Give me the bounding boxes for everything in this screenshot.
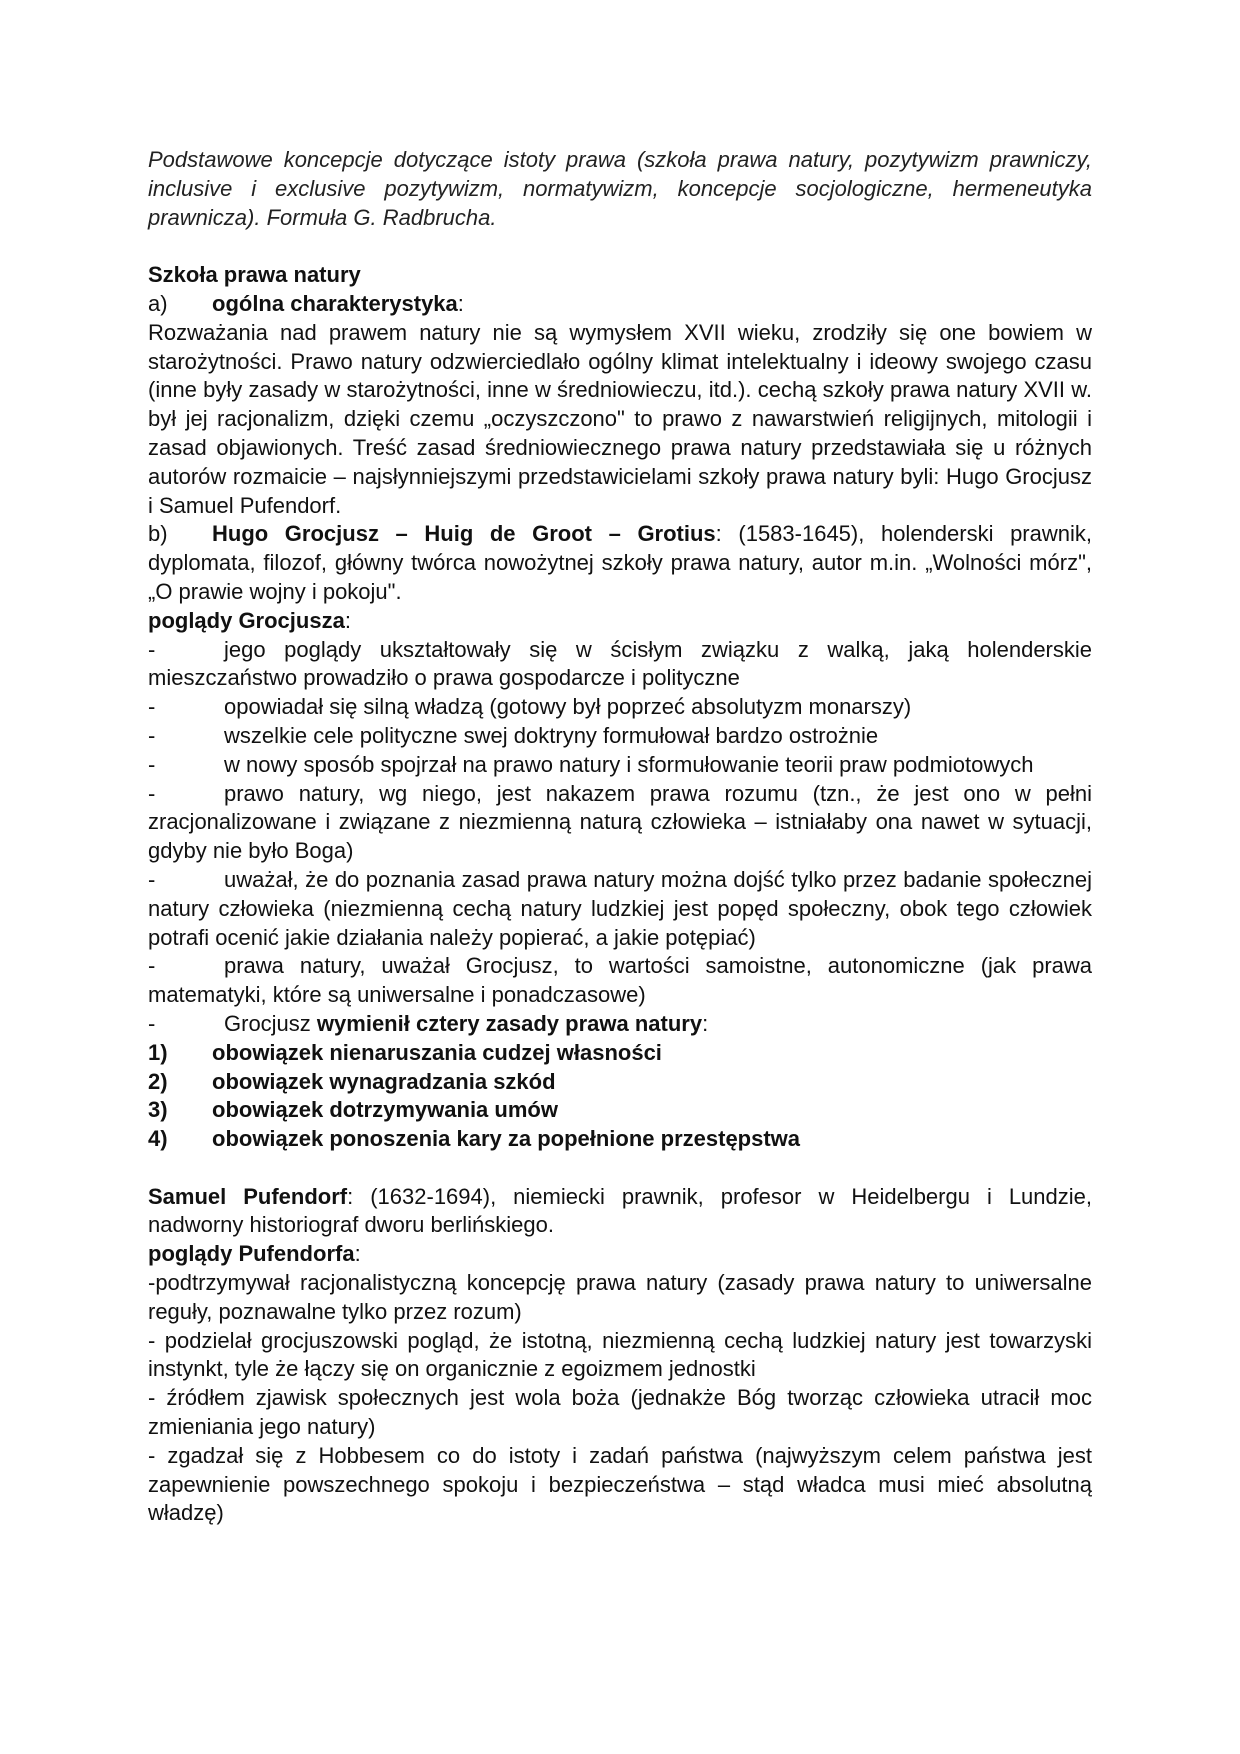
principle-item [148,1096,1092,1125]
colon: : [354,1241,361,1267]
grotius-bio: : (1583-1645), holenderski prawnik, dyplomata, filozof, główny twórca nowożytnej szkoły prawa natury, autor m.in. „Wolności mórz", „O prawie wojny i pokoju". [148,521,1092,604]
principle-number: 1) [148,1039,168,1065]
pufendorf-paragraph [148,1183,1092,1241]
pufendorf-name: Samuel Pufendorf [148,1183,348,1209]
list-item [148,693,1092,722]
pufendorf-views-title: poglądy Pufendorfa [148,1241,355,1267]
four-principles-label: wymienił cztery zasady prawa natury [316,1010,703,1036]
dash-bullet: - [148,866,156,892]
section-title: Szkoła prawa natury [148,262,361,288]
principle-item [148,1068,1092,1097]
list-item-text: wszelkie cele polityczne swej doktryny formułował bardzo ostrożnie [224,722,879,748]
list-item-text: uważał, że do poznania zasad prawa natury można dojść tylko przez badanie społecznej natury człowieka (niezmienną cechą natury ludzkiej jest popęd społeczny, obok tego człowiek potrafi ocenić jakie działania należy popierać, a jakie potępiać) [148,866,1092,950]
principle-item [148,1125,1092,1154]
list-item [148,722,1092,751]
document-body [148,146,1092,1528]
colon: : [344,607,351,633]
dash-bullet: - [148,722,156,748]
dash-bullet: - [148,1010,156,1036]
grotius-views-title: poglądy Grocjusza [148,607,345,633]
part-a-paragraph: Rozważania nad prawem natury nie są wymysłem XVII wieku, zrodziły się one bowiem w starożytności. Prawo natury odzwierciedlało ogólny klimat intelektualny i ideowy swojego czasu (inne były zasady w starożytności, inne w średniowieczu, itd.). cechą szkoły prawa natury XVII w. był jej racjonalizm, dzięki czemu „oczyszczono" to prawo z nawarstwień religijnych, mitologii i zasad objawionych. Treść zasad średniowiecznego prawa natury przedstawiała się u różnych autorów rozmaicie – najsłynniejszymi przedstawicielami szkoły prawa natury byli: Hugo Grocjusz i Samuel Pufendorf. [148,319,1092,518]
intro-topic: Podstawowe koncepcje dotyczące istoty prawa (szkoła prawa natury, pozytywizm prawniczy, inclusive i exclusive pozytywizm, normatywizm, koncepcje socjologiczne, hermeneutyka prawnicza). Formuła G. Radbrucha. [148,147,1092,230]
dash-bullet: - [148,751,156,777]
principle-text: obowiązek dotrzymywania umów [212,1097,558,1123]
list-item: - zgadzał się z Hobbesem co do istoty i zadań państwa (najwyższym celem państwa jest zapewnienie powszechnego spokoju i bezpieczeństwa – stąd władca musi mieć absolutną władzę) [148,1442,1092,1526]
list-item [148,866,1092,952]
list-item: - podzielał grocjuszowski pogląd, że istotną, niezmienną cechą ludzkiej natury jest towarzyski instynkt, tyle że łączy się on organicznie z egoizmem jednostki [148,1327,1092,1382]
principle-text: obowiązek nienaruszania cudzej własności [212,1039,662,1065]
list-item: - źródłem zjawisk społecznych jest wola boża (jednakże Bóg tworząc człowieka utracił moc zmieniania jego natury) [148,1385,1092,1440]
colon: : [702,1010,709,1036]
list-item-text: prawo natury, wg niego, jest nakazem prawa rozumu (tzn., że jest ono w pełni zracjonalizowane i związane z niezmienną naturą człowieka – istniałaby ona nawet w sytuacji, gdyby nie było Boga) [148,780,1092,864]
list-item-text: prawa natury, uważał Grocjusz, to wartości samoistne, autonomiczne (jak prawa matematyki, które są uniwersalne i ponadczasowe) [148,953,1092,1008]
pufendorf-bio: : (1632-1694), niemiecki prawnik, profesor w Heidelbergu i Lundzie, nadworny historiograf dworu berlińskiego. [148,1183,1092,1238]
part-a-label: a) [148,290,168,316]
part-b-label: b) [148,521,168,547]
dash-bullet: - [148,636,156,662]
list-item [148,952,1092,1010]
principle-text: obowiązek wynagradzania szkód [212,1068,556,1094]
list-item [148,780,1092,866]
spacer [148,232,1092,261]
principle-number: 2) [148,1068,168,1094]
list-item [148,636,1092,694]
list-item [148,1010,1092,1039]
dash-bullet: - [148,953,156,979]
list-item [148,751,1092,780]
dash-bullet: - [148,694,156,720]
principle-item [148,1039,1092,1068]
list-item-text: opowiadał się silną władzą (gotowy był poprzeć absolutyzm monarszy) [224,694,912,720]
part-b-paragraph [148,520,1092,606]
colon: : [457,290,464,316]
pufendorf-views-heading [148,1240,1092,1269]
part-a-title: ogólna charakterystyka [212,290,458,316]
grotius-views-heading [148,607,1092,636]
principle-number: 4) [148,1126,168,1152]
principle-number: 3) [148,1097,168,1123]
dash-bullet: - [148,780,156,806]
list-item-text: Grocjusz [224,1010,317,1036]
part-a-heading [148,290,1092,319]
list-item-text: jego poglądy ukształtowały się w ścisłym związku z walką, jaką holenderskie mieszczaństwo prowadziło o prawa gospodarcze i polityczne [148,636,1092,691]
list-item-text: w nowy sposób spojrzał na prawo natury i sformułowanie teorii praw podmiotowych [224,751,1034,777]
spacer [148,1154,1092,1183]
list-item: -podtrzymywał racjonalistyczną koncepcję prawa natury (zasady prawa natury to uniwersalne reguły, poznawalne tylko przez rozum) [148,1270,1092,1324]
grotius-name: Hugo Grocjusz – Huig de Groot – Grotius [212,521,716,547]
principle-text: obowiązek ponoszenia kary za popełnione przestępstwa [212,1126,801,1152]
